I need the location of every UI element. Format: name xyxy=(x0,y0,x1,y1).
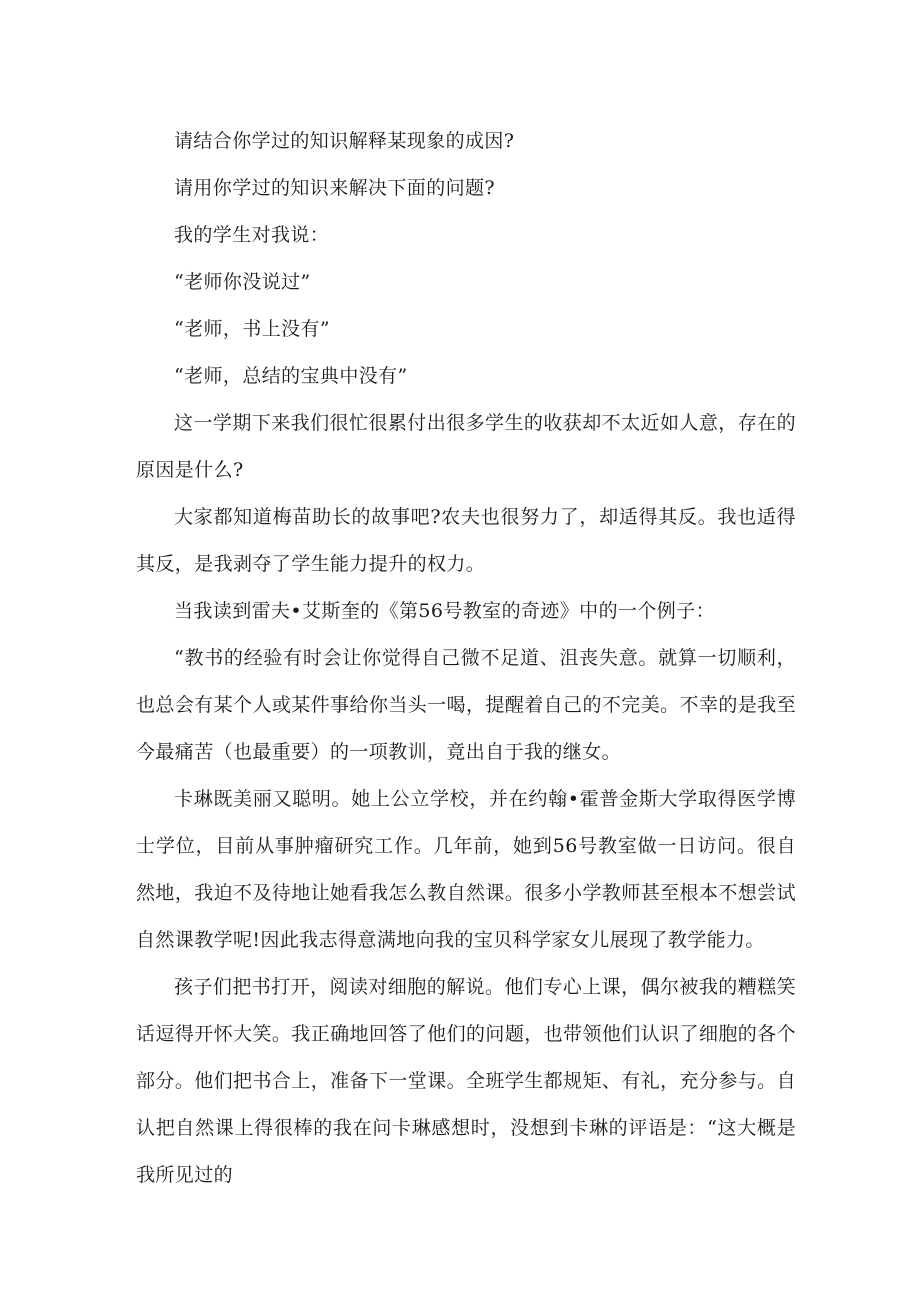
paragraph-7: 这一学期下来我们很忙很累付出很多学生的收获却不太近如人意，存在的原因是什么? xyxy=(136,412,796,481)
paragraph-10: “教书的经验有时会让你觉得自己微不足道、沮丧失意。就算一切顺利，也总会有某个人或某件事给你当头一喝，提醒着自己的不完美。不幸的是我至今最痛苦（也最重要）的一项教训，竟出自于我的继女。 xyxy=(136,647,796,763)
document-body xyxy=(136,118,796,1199)
paragraph-8: 大家都知道梅苗助长的故事吧?农夫也很努力了，却适得其反。我也适得其反，是我剥夺了学生能力提升的权力。 xyxy=(136,506,796,575)
paragraph-4: “老师你没说过” xyxy=(174,271,311,293)
paragraph-5: “老师，书上没有” xyxy=(174,318,331,340)
paragraph-2: 请用你学过的知识来解决下面的问题? xyxy=(174,177,495,199)
paragraph-1: 请结合你学过的知识解释某现象的成因? xyxy=(174,130,515,152)
paragraph-3: 我的学生对我说： xyxy=(174,224,330,246)
paragraph-9: 当我读到雷夫•艾斯奎的《第56号教室的奇迹》中的一个例子： xyxy=(174,600,715,622)
paragraph-11: 卡琳既美丽又聪明。她上公立学校，并在约翰•霍普金斯大学取得医学博士学位，目前从事肿瘤研究工作。几年前，她到56号教室做一日访问。很自然地，我迫不及待地让她看我怎么教自然课。很多小学教师甚至根本不想尝试自然课教学呢!因此我志得意满地向我的宝贝科学家女儿展现了教学能力。 xyxy=(136,788,796,951)
paragraph-12: 孩子们把书打开，阅读对细胞的解说。他们专心上课，偶尔被我的糟糕笑话逗得开怀大笑。我正确地回答了他们的问题，也带领他们认识了细胞的各个部分。他们把书合上，准备下一堂课。全班学生都规矩、有礼，充分参与。自认把自然课上得很棒的我在问卡琳感想时，没想到卡琳的评语是：“这大概是我所见过的 xyxy=(136,976,796,1186)
paragraph-6: “老师，总结的宝典中没有” xyxy=(174,365,408,387)
